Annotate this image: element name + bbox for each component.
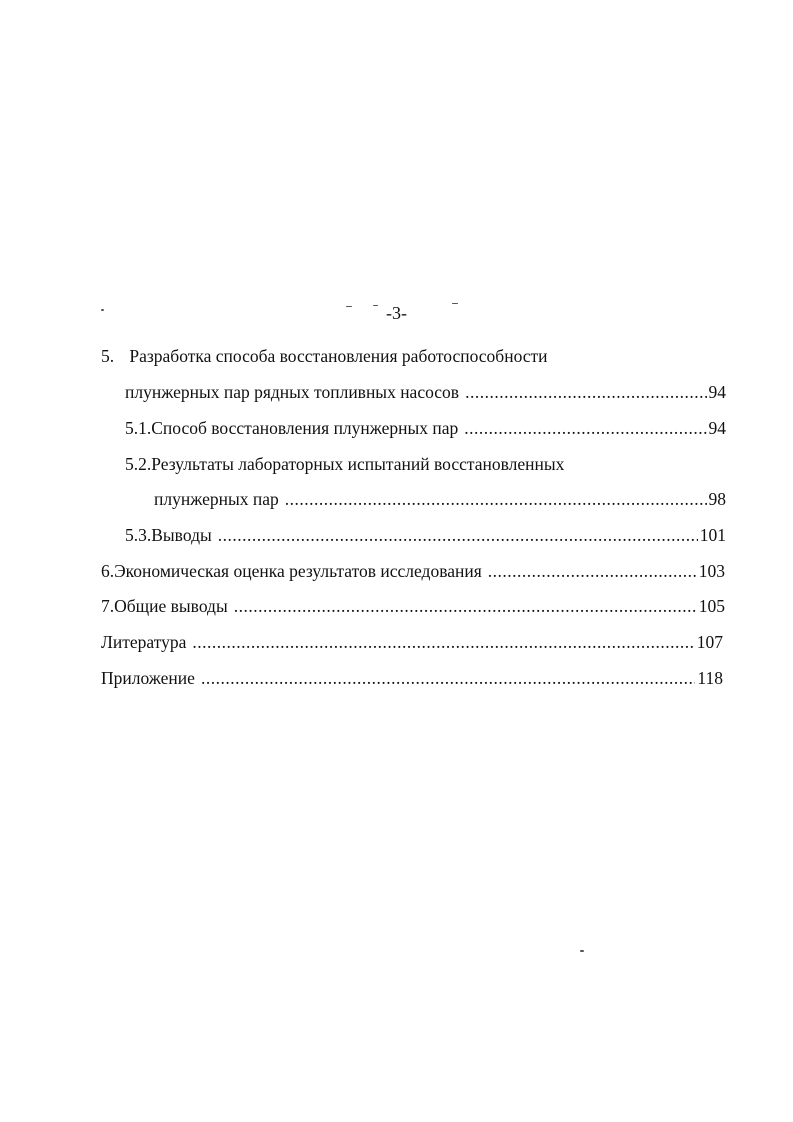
toc-entry-title: 5.1.Способ восстановления плунжерных пар bbox=[125, 418, 459, 438]
dot-leader bbox=[218, 523, 698, 547]
toc-entry-number: 5. bbox=[101, 346, 115, 366]
toc-entry-title: Общие выводы bbox=[114, 596, 228, 616]
toc-entry-5-line1 bbox=[101, 344, 731, 368]
toc-entry-page: 98 bbox=[708, 489, 726, 509]
toc-entry-appendix bbox=[101, 666, 723, 690]
toc-entry-title: плунжерных пар рядных топливных насосов bbox=[125, 382, 460, 402]
toc-entry-page: 94 bbox=[708, 382, 726, 402]
toc-entry-5-1 bbox=[125, 416, 726, 440]
scan-speck bbox=[580, 950, 584, 952]
toc-entry-page: 105 bbox=[698, 596, 725, 616]
toc-entry-5-2-line2 bbox=[154, 487, 726, 511]
toc-entry-page: 118 bbox=[697, 668, 723, 688]
page-number: -3- bbox=[386, 303, 407, 323]
toc-entry-title: 5.2.Результаты лабораторных испытаний восстановленных bbox=[125, 454, 565, 474]
toc-entry-title: Экономическая оценка результатов исследования bbox=[114, 561, 482, 581]
toc-entry-number: 7. bbox=[101, 596, 115, 616]
toc-entry-page: 94 bbox=[708, 418, 726, 438]
toc-entry-title: 5.3.Выводы bbox=[125, 525, 212, 545]
toc-entry-title: Литература bbox=[101, 632, 187, 652]
dot-leader bbox=[192, 630, 694, 654]
dot-leader bbox=[488, 559, 697, 583]
toc-entry-5-3 bbox=[125, 523, 726, 547]
dot-leader bbox=[285, 487, 707, 511]
toc-entry-literature bbox=[101, 630, 723, 654]
dot-leader bbox=[201, 666, 695, 690]
toc-entry-title: Разработка способа восстановления работоспособности bbox=[129, 346, 548, 366]
toc-entry-5-line2 bbox=[125, 380, 726, 404]
toc-entry-7 bbox=[101, 594, 725, 618]
toc-entry-5-2-line1 bbox=[125, 452, 725, 476]
toc-entry-page: 101 bbox=[699, 525, 726, 545]
toc-entry-page: 103 bbox=[698, 561, 725, 581]
toc-entry-number: 6. bbox=[101, 561, 115, 581]
toc-entry-6 bbox=[101, 559, 725, 583]
toc-entry-title: плунжерных пар bbox=[154, 489, 279, 509]
dot-leader bbox=[234, 594, 697, 618]
toc-entry-page: 107 bbox=[696, 632, 723, 652]
dot-leader bbox=[465, 380, 706, 404]
dot-leader bbox=[464, 416, 706, 440]
toc-entry-title: Приложение bbox=[101, 668, 195, 688]
